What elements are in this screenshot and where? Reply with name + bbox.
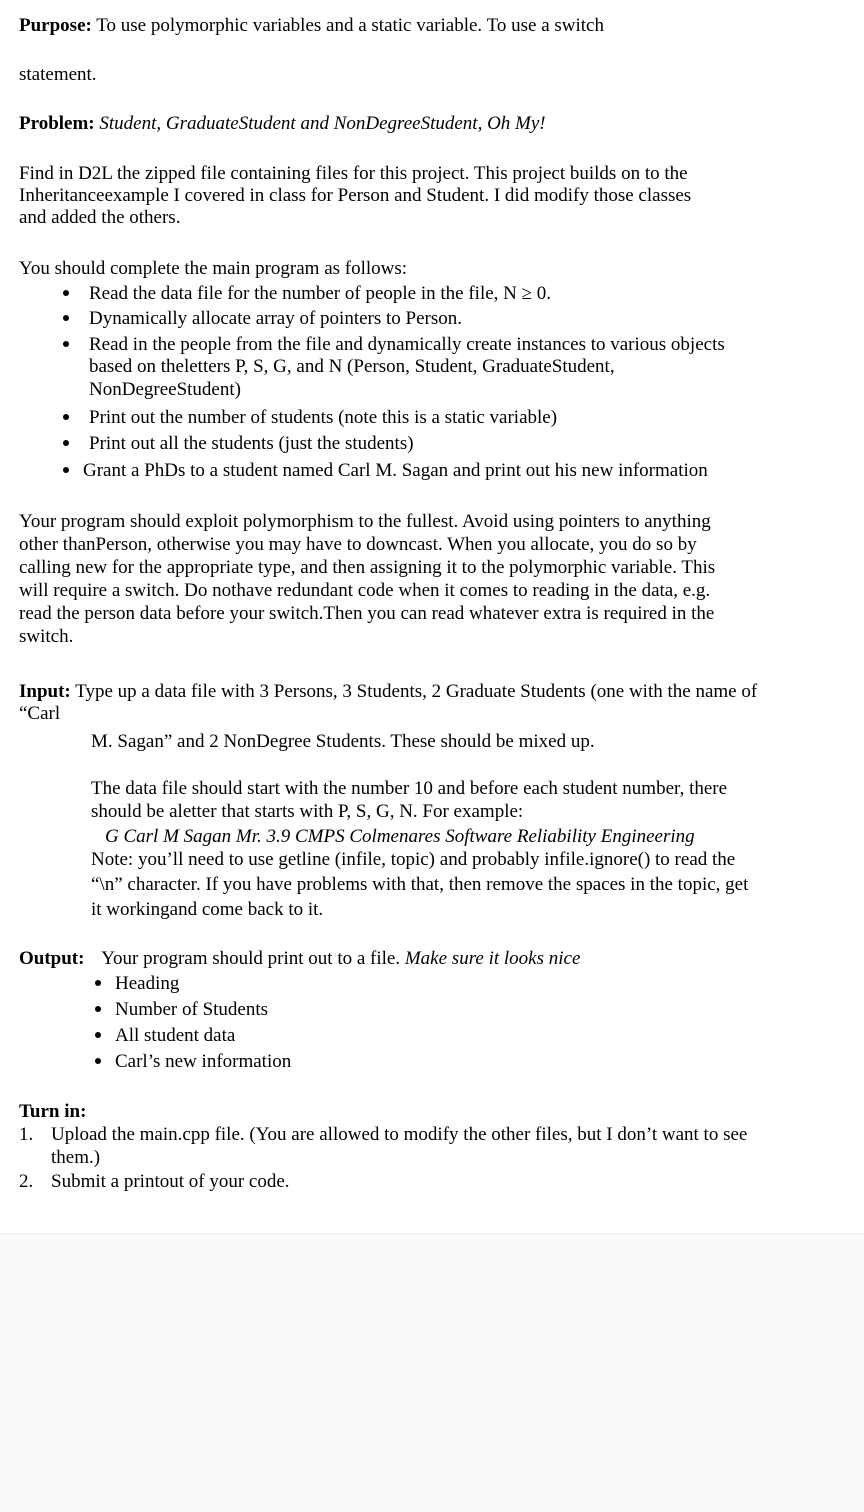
input-label: Input:	[19, 681, 71, 702]
list-item-cont: based on theletters P, S, G, and N (Person, Student, GraduateStudent,	[89, 356, 615, 377]
output-item: Number of Students	[115, 999, 269, 1020]
page-bottom-band	[0, 1233, 864, 1512]
paragraph-line: calling new for the appropriate type, and then assigning it to the polymorphic variable. This	[19, 557, 716, 578]
note-line: Note: you’ll need to use getline (infile, topic) and probably infile.ignore() to read the	[91, 849, 736, 870]
purpose-text-cont: statement.	[19, 64, 97, 85]
output-emphasis: Make sure it looks nice	[404, 948, 581, 969]
data-example: G Carl M Sagan Mr. 3.9 CMPS Colmenares Software Reliability Engineering	[105, 826, 695, 847]
list-item: Grant a PhDs to a student named Carl M. Sagan and print out his new information	[83, 460, 708, 481]
bullet-icon	[95, 1058, 101, 1064]
turn-in-item: Submit a printout of your code.	[51, 1171, 290, 1192]
problem-title: Student, GraduateStudent and NonDegreeStudent, Oh My!	[99, 113, 546, 134]
paragraph-line: switch.	[19, 626, 74, 647]
input-text: Type up a data file with 3 Persons, 3 Students, 2 Graduate Students (one with the name of	[75, 681, 758, 702]
intro-line: Inheritanceexample I covered in class for Person and Student. I did modify those classes	[19, 185, 692, 206]
output-text: Your program should print out to a file.	[101, 948, 405, 969]
bullet-icon	[63, 467, 69, 473]
bullet-icon	[95, 1006, 101, 1012]
purpose-text: To use polymorphic variables and a static variable. To use a switch	[96, 15, 604, 36]
bullet-icon	[95, 1032, 101, 1038]
paragraph-line: read the person data before your switch.Then you can read whatever extra is required in the	[19, 603, 715, 624]
turn-in-number: 1.	[19, 1124, 34, 1145]
input-text-cont: M. Sagan” and 2 NonDegree Students. These should be mixed up.	[91, 731, 595, 752]
note-line: it workingand come back to it.	[91, 899, 324, 920]
list-item: Print out the number of students (note this is a static variable)	[89, 407, 558, 428]
list-item: Read in the people from the file and dynamically create instances to various objects	[89, 334, 725, 355]
paragraph-line: Your program should exploit polymorphism to the fullest. Avoid using pointers to anything	[19, 511, 711, 532]
list-item: Print out all the students (just the students)	[89, 433, 414, 454]
input-text-cont: “Carl	[19, 703, 61, 724]
purpose-label: Purpose:	[19, 15, 92, 36]
output-item: Heading	[115, 973, 180, 994]
output-label: Output:	[19, 948, 85, 969]
intro-line: Find in D2L the zipped file containing files for this project. This project builds on to the	[19, 163, 688, 184]
intro-line: and added the others.	[19, 207, 181, 228]
turn-in-label: Turn in:	[19, 1101, 87, 1122]
problem-label: Problem:	[19, 113, 95, 134]
input-line	[19, 681, 757, 702]
bullet-icon	[63, 341, 69, 347]
list-item: Read the data file for the number of people in the file, N ≥ 0.	[89, 283, 552, 304]
bullet-icon	[95, 980, 101, 986]
paragraph-line: other thanPerson, otherwise you may have to downcast. When you allocate, you do so by	[19, 534, 697, 555]
output-item: Carl’s new information	[115, 1051, 292, 1072]
input-para-line: should be aletter that starts with P, S, G, N. For example:	[91, 801, 524, 822]
bullet-icon	[63, 414, 69, 420]
turn-in-item: Upload the main.cpp file. (You are allowed to modify the other files, but I don’t want to see	[51, 1124, 748, 1145]
turn-in-number: 2.	[19, 1171, 34, 1192]
purpose-line	[19, 15, 604, 36]
bullet-icon	[63, 290, 69, 296]
turn-in-item-cont: them.)	[51, 1147, 101, 1168]
list-item-cont: NonDegreeStudent)	[89, 379, 241, 400]
main-program-lead: You should complete the main program as follows:	[19, 258, 408, 279]
problem-line	[19, 113, 546, 134]
bullet-icon	[63, 440, 69, 446]
list-item: Dynamically allocate array of pointers to Person.	[89, 308, 463, 329]
input-para-line: The data file should start with the number 10 and before each student number, there	[91, 778, 728, 799]
output-line	[19, 948, 580, 969]
note-line: “\n” character. If you have problems with that, then remove the spaces in the topic, get	[91, 874, 749, 895]
paragraph-line: will require a switch. Do nothave redundant code when it comes to reading in the data, e.g.	[19, 580, 711, 601]
output-item: All student data	[115, 1025, 236, 1046]
bullet-icon	[63, 315, 69, 321]
